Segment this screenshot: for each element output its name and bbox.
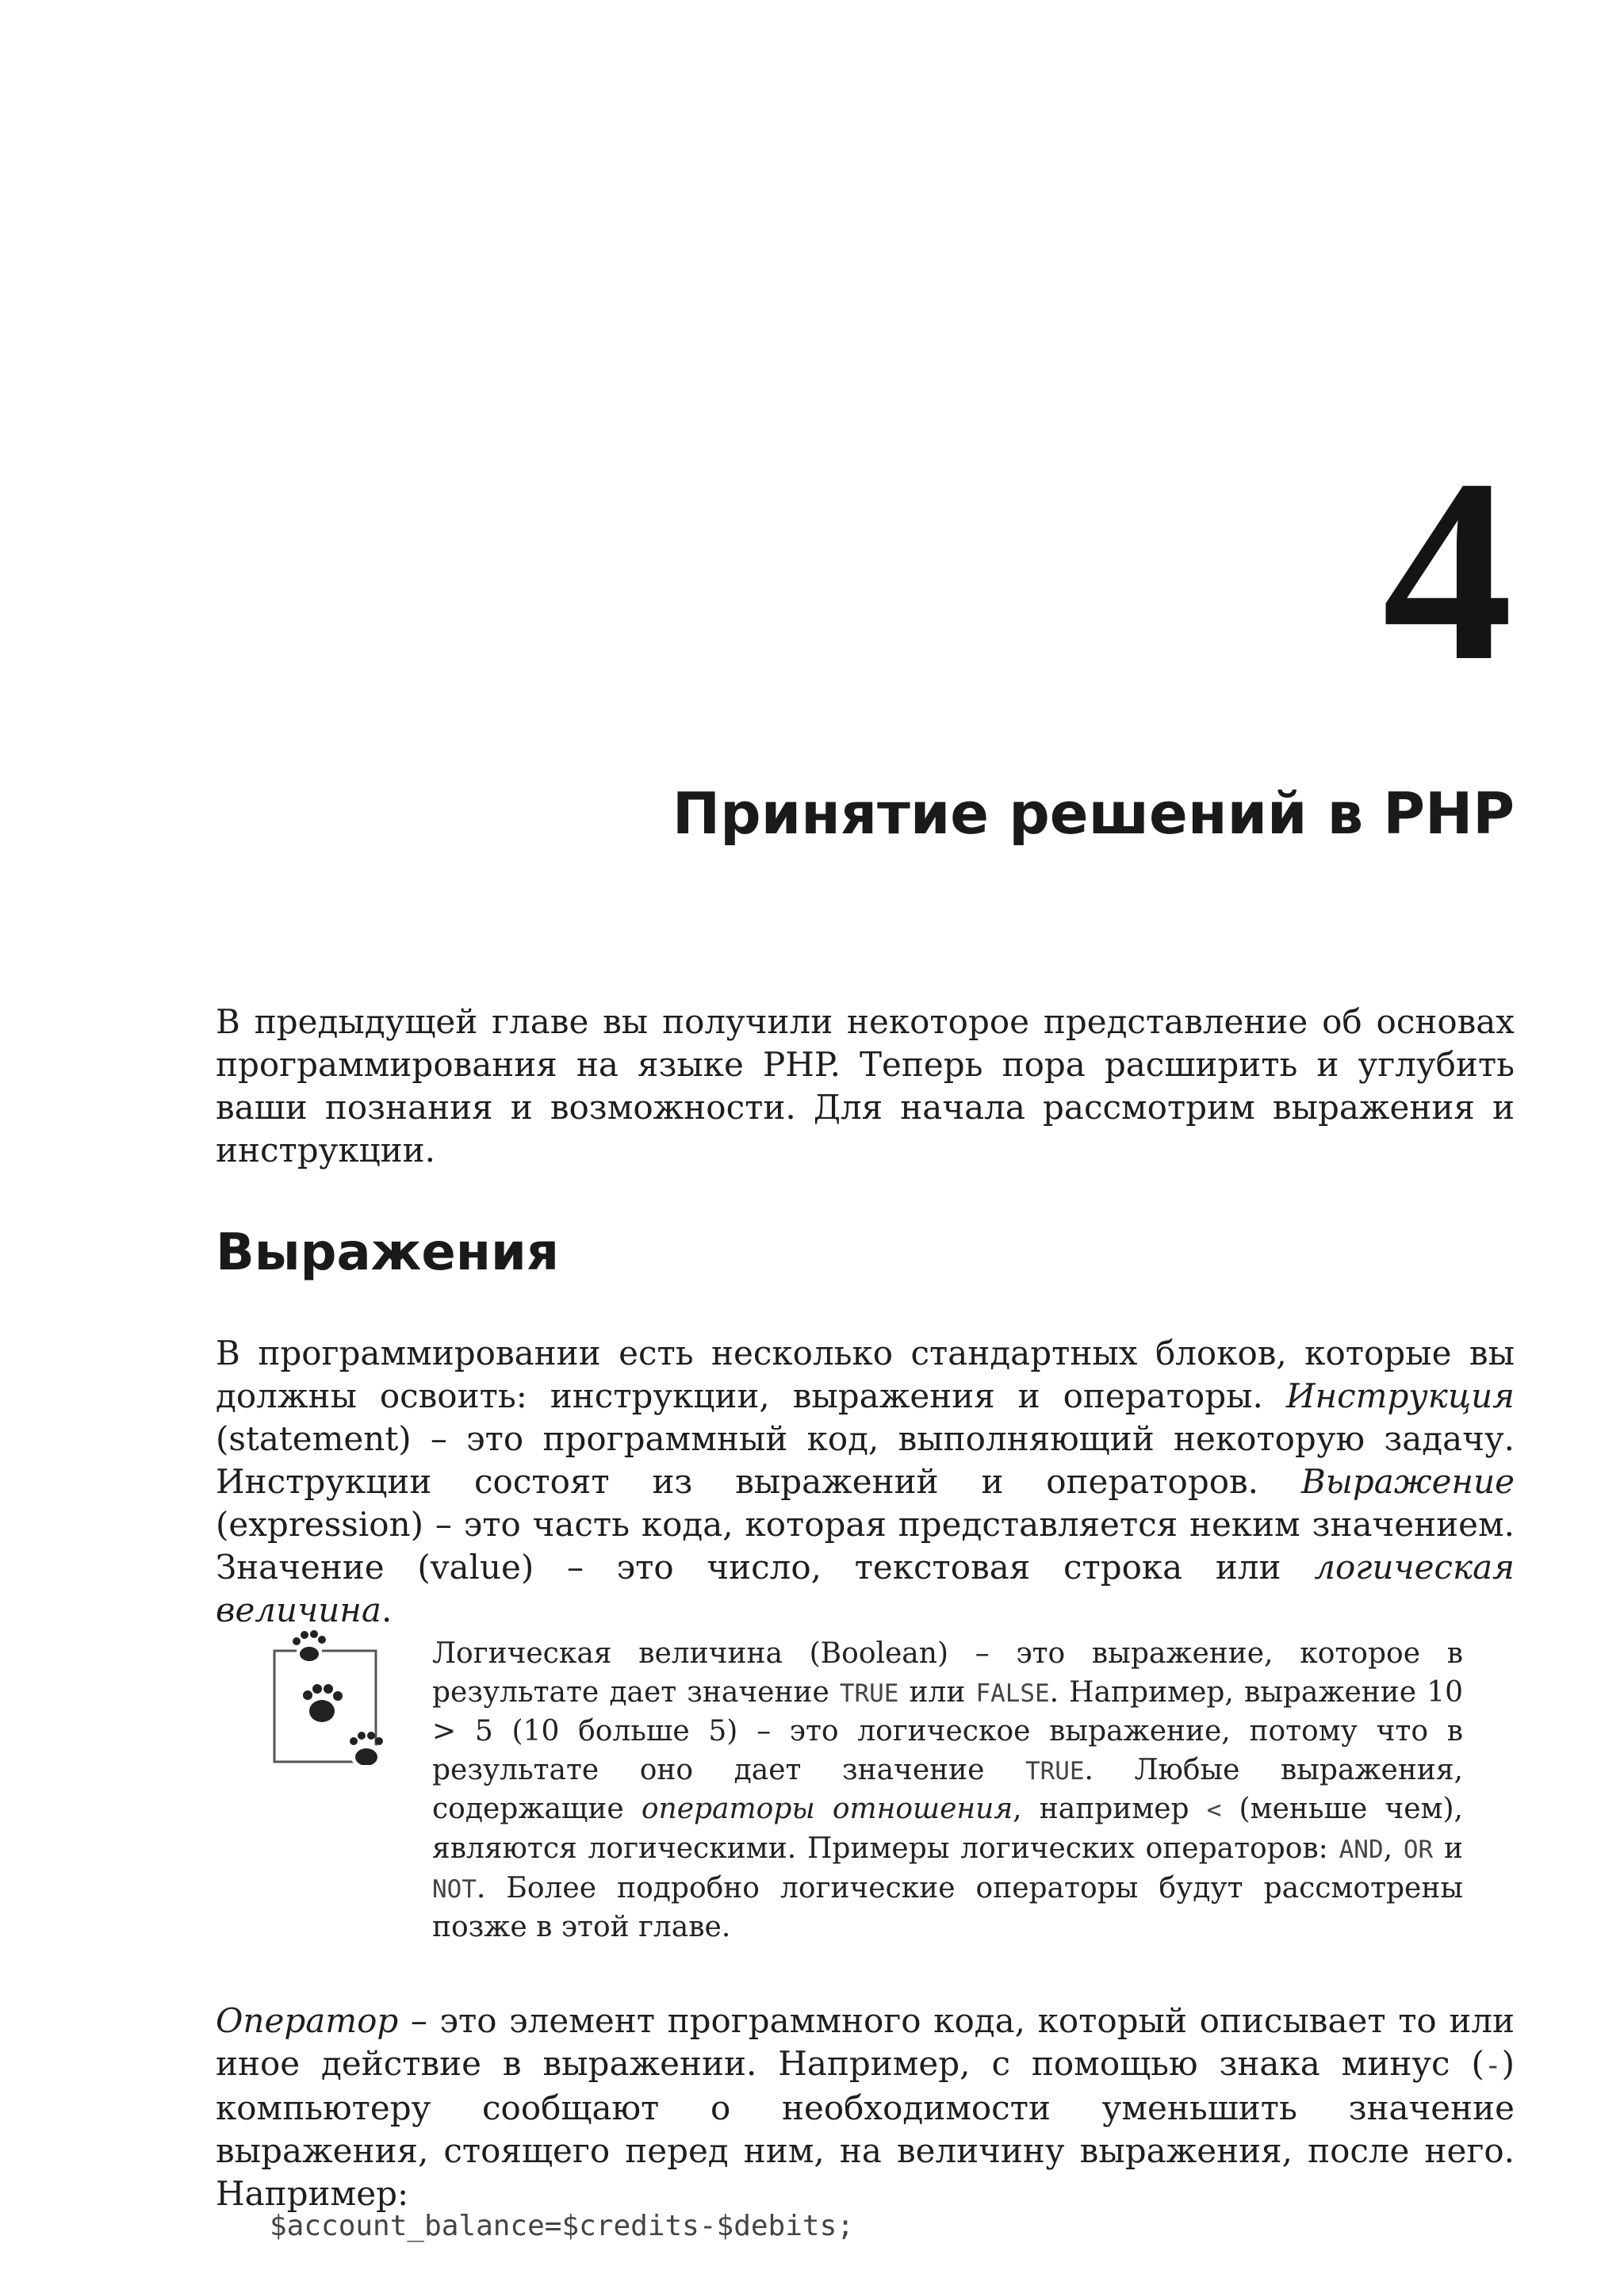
text-run: (expression) – это часть кода, которая представляется неким значением. Значение (value) – это число, текстовая строка или xyxy=(216,1505,1515,1587)
code-true: TRUE xyxy=(1025,1756,1085,1786)
code-minus: - xyxy=(1484,2048,1502,2082)
code-or: OR xyxy=(1403,1835,1434,1864)
expressions-paragraph xyxy=(216,1332,1515,1632)
term-statement: Инструкция xyxy=(1285,1376,1515,1415)
text-run: (меньше чем), являются логическими. Примеры логических операторов: xyxy=(432,1793,1463,1865)
text-run: . Например, выражение 10 > 5 (10 больше 5) – это логическое выражение, потому что в результате оно дает значение xyxy=(432,1675,1463,1786)
text-run: ) компьютеру сообщают о необходимости уменьшить значение выражения, стоящего перед ним, на величину выражения, после него. Например: xyxy=(216,2044,1515,2213)
text-run: , xyxy=(1383,1832,1404,1865)
term-relational-operators: операторы отношения xyxy=(641,1793,1013,1826)
term-operator: Оператор xyxy=(216,2001,399,2040)
code-not: NOT xyxy=(432,1874,477,1904)
chapter-title: Принятие решений в PHP xyxy=(672,780,1515,847)
code-example: $account_balance=$credits-$debits; xyxy=(270,2210,854,2242)
paw-prints-icon xyxy=(268,1622,387,1765)
text-run: – это элемент программного кода, который описывает то или иное действие в выражении. Например, с помощью знака минус ( xyxy=(216,2001,1515,2083)
text-run: Логическая величина (Boolean) – это выражение, которое в результате дает значение xyxy=(432,1637,1463,1709)
text-run: . xyxy=(381,1591,393,1629)
text-run: и xyxy=(1433,1832,1464,1865)
intro-paragraph: В предыдущей главе вы получили некоторое представление об основах программирования на языке PHP. Теперь пора расширить и углубить ваши познания и возможности. Для начала рассмотрим выражения и инструкции. xyxy=(216,1002,1515,1170)
text-run: . Любые выражения, содержащие xyxy=(432,1753,1463,1826)
term-boolean: логическая величина xyxy=(216,1548,1515,1629)
text-run: . Более подробно логические операторы будут рассмотрены позже в этой главе. xyxy=(432,1871,1463,1944)
text-run: или xyxy=(898,1675,976,1709)
text-run: , например xyxy=(1013,1793,1207,1826)
code-false: FALSE xyxy=(975,1679,1050,1708)
chapter-number: 4 xyxy=(1382,426,1513,715)
term-expression: Выражение xyxy=(1300,1462,1515,1501)
operator-paragraph xyxy=(216,2000,1515,2215)
section-heading: Выражения xyxy=(216,1223,559,1282)
code-less-than: < xyxy=(1206,1796,1222,1825)
code-and: AND xyxy=(1339,1835,1384,1864)
text-run: (statement) – это программный код, выполняющий некоторую задачу. Инструкции состоят из выражений и операторов. xyxy=(216,1419,1515,1501)
text-run: В программировании есть несколько стандартных блоков, которые вы должны освоить: инструкции, выражения и операторы. xyxy=(216,1334,1515,1415)
code-true: TRUE xyxy=(839,1679,899,1708)
boolean-note xyxy=(432,1635,1463,1947)
